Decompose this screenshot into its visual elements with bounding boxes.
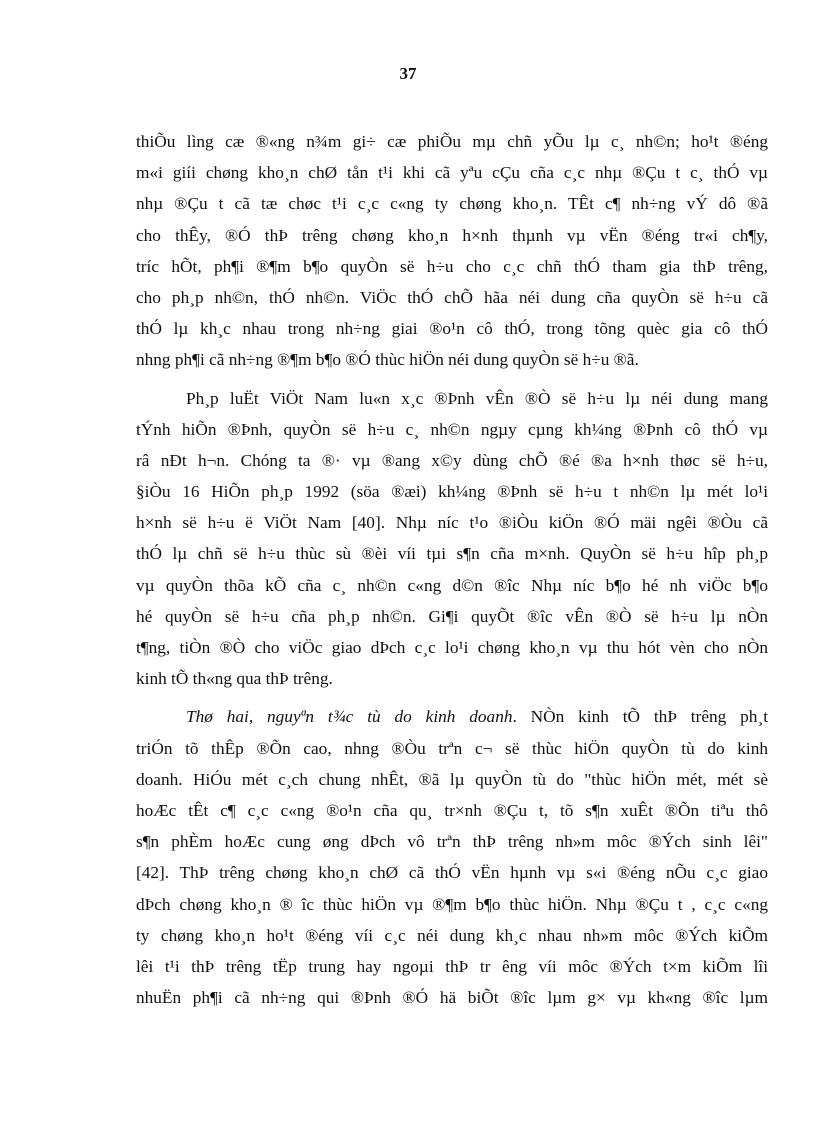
text-line <box>136 414 768 445</box>
italic-heading: Thø hai, nguyªn t¾c tù do kinh doanh <box>186 707 513 727</box>
line-text: thÓ lµ kh¸c nhau trong nh÷ng giai ®o¹n cô thÓ, trong tõng quèc gia cô thÓ <box>136 319 768 339</box>
line-text: nhµ ®Çu t cã tæ chøc t¹i c¸c c«ng ty chøng kho¸n. TÊt c¶ nh÷ng vÝ dô ®ã <box>136 194 768 214</box>
line-text: §iÒu 16 HiÕn ph¸p 1992 (söa ®æi) kh¼ng ®Þnh së h÷u t nh©n lµ mét lo¹i <box>136 482 768 502</box>
text-line <box>136 476 768 507</box>
text-line <box>136 663 768 694</box>
line-text: vµ quyÒn thõa kÕ cña c¸ nh©n c«ng d©n ®îc Nhµ níc b¶o hé nh viÖc b¶o <box>136 575 768 595</box>
page-number: 37 <box>399 64 417 83</box>
line-text: [42]. ThÞ trêng chøng kho¸n chØ cã thÓ vËn hµnh vµ s«i ®éng nÕu c¸c giao <box>136 863 768 883</box>
text-line <box>136 601 768 632</box>
text-line <box>136 126 768 157</box>
text-line <box>136 920 768 951</box>
line-text: thiÕu lìng cæ ®«ng n¾m gi÷ cæ phiÕu mµ chñ yÕu lµ c¸ nh©n; ho¹t ®éng <box>136 132 768 151</box>
line-text: triÓn tõ thÊp ®Õn cao, nhng ®Òu trªn c¬ së thùc hiÖn quyÒn tù do kinh <box>136 738 768 758</box>
line-text: nhng ph¶i cã nh÷ng ®¶m b¶o ®Ó thùc hiÖn néi dung quyÒn së h÷u ®ã. <box>136 350 639 370</box>
line-text: m«i giíi chøng kho¸n chØ tån t¹i khi cã yªu cÇu cña c¸c nhµ ®Çu t c¸ thÓ vµ <box>136 163 768 183</box>
line-text: dÞch chøng kho¸n ® îc thùc hiÖn vµ ®¶m b¶o thùc hiÖn. Nhµ ®Çu t , c¸c c«ng <box>136 894 768 914</box>
line-text: s¶n phÈm hoÆc cung øng dÞch vô trªn thÞ trêng nh»m môc ®Ých sinh lêi" <box>136 832 768 852</box>
text-line <box>136 570 768 601</box>
line-text: t¶ng, tiÒn ®Ò cho viÖc giao dÞch c¸c lo¹i chøng kho¸n vµ thu hót vèn cho nÒn <box>136 638 768 657</box>
text-line <box>136 313 768 344</box>
text-line <box>136 733 768 764</box>
line-text: doanh. HiÓu mét c¸ch chung nhÊt, ®ã lµ quyÒn tù do "thùc hiÖn mét, mét sè <box>136 769 768 789</box>
text-line <box>136 507 768 538</box>
paragraph-gap <box>136 694 768 701</box>
line-text: ty chøng kho¸n ho¹t ®éng víi c¸c néi dung kh¸c nhau nh»m môc ®Ých kiÕm <box>136 925 768 945</box>
line-text: hoÆc tÊt c¶ c¸c c«ng ®o¹n cña qu¸ tr×nh ®Çu t, tõ s¶n xuÊt ®Õn tiªu thô <box>136 800 768 820</box>
text-line <box>136 826 768 857</box>
line-text: . NÒn kinh tÕ thÞ trêng ph¸t <box>512 707 768 727</box>
text-line <box>136 383 768 414</box>
line-text: hé quyÒn së h÷u cña ph¸p nh©n. Gi¶i quyÕt ®îc vÊn ®Ò së h÷u lµ nÒn <box>136 606 768 626</box>
text-line <box>136 889 768 920</box>
line-text: thÓ lµ chñ së h÷u thùc sù ®èi víi tµi s¶n cña m×nh. QuyÒn së h÷u hîp ph¸p <box>136 544 768 564</box>
text-line <box>136 251 768 282</box>
text-line <box>136 344 768 375</box>
text-line <box>136 795 768 826</box>
line-text: tÝnh hiÕn ®Þnh, quyÒn së h÷u c¸ nh©n ngµy cµng kh¼ng ®Þnh cô thÓ vµ <box>136 419 768 439</box>
text-line <box>136 282 768 313</box>
text-line <box>136 857 768 888</box>
text-line <box>136 220 768 251</box>
line-text: lêi t¹i thÞ trêng tËp trung hay ngoµi thÞ tr êng víi môc ®Ých t×m kiÕm lîi <box>136 956 768 976</box>
line-text: Ph¸p luËt ViÖt Nam lu«n x¸c ®Þnh vÊn ®Ò së h÷u lµ néi dung mang <box>186 388 768 408</box>
text-line <box>136 538 768 569</box>
line-text: nhuËn ph¶i cã nh÷ng qui ®Þnh ®Ó hä biÕt ®îc lµm g× vµ kh«ng ®îc lµm <box>136 988 768 1008</box>
text-line <box>136 951 768 982</box>
text-line <box>136 445 768 476</box>
text-line <box>136 701 768 732</box>
body-text <box>136 126 768 1013</box>
paragraph-gap <box>136 376 768 383</box>
line-text: cho thÊy, ®Ó thÞ trêng chøng kho¸n h×nh thµnh vµ vËn ®éng tr«i ch¶y, <box>136 225 768 245</box>
text-line <box>136 188 768 219</box>
line-text: kinh tÕ th«ng qua thÞ trêng. <box>136 669 333 689</box>
text-line <box>136 982 768 1013</box>
line-text: cho ph¸p nh©n, thÓ nh©n. ViÖc thÓ chÕ hãa néi dung cña quyÒn së h÷u cã <box>136 287 768 307</box>
line-text: râ nÐt h¬n. Chóng ta ®· vµ ®ang x©y dùng chÕ ®é ®a h×nh thøc së h÷u, <box>136 450 768 470</box>
line-text: tríc hÕt, ph¶i ®¶m b¶o quyÒn së h÷u cho c¸c chñ thÓ tham gia thÞ trêng, <box>136 256 768 276</box>
text-line <box>136 632 768 663</box>
text-line <box>136 764 768 795</box>
text-line <box>136 157 768 188</box>
line-text: h×nh së h÷u ë ViÖt Nam [40]. Nhµ níc t¹o ®iÒu kiÖn ®Ó mäi ngêi ®Òu cã <box>136 513 768 533</box>
